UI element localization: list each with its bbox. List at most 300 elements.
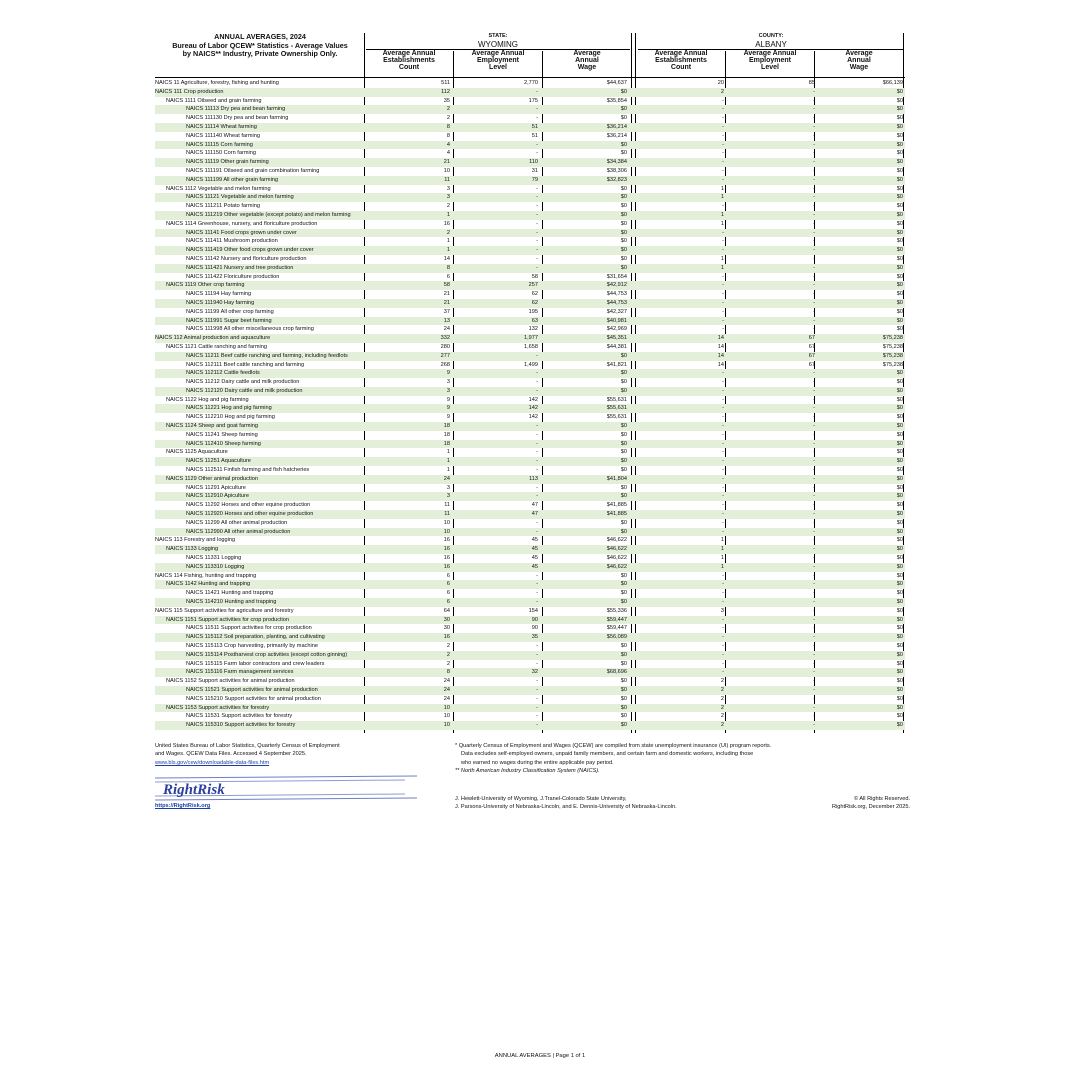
state-employment-cell: - (536, 185, 538, 192)
state-employment-cell: - (536, 704, 538, 711)
county-wage-cell: $0 (896, 590, 903, 597)
county-employment-cell: - (813, 176, 815, 183)
header-underline (155, 77, 905, 78)
state-establishments-cell: 1 (446, 238, 450, 245)
state-wage-cell: $0 (620, 203, 627, 210)
state-establishments-cell: 13 (443, 317, 450, 324)
state-wage-cell: $0 (620, 379, 627, 386)
table-row (155, 149, 905, 158)
county-employment-cell: - (813, 132, 815, 139)
state-establishments-cell: 24 (443, 678, 450, 685)
state-wage-cell: $46,622 (606, 537, 627, 544)
county-wage-cell: $0 (896, 722, 903, 729)
state-employment-cell: 257 (528, 282, 538, 289)
state-employment-cell: - (536, 88, 538, 95)
state-establishments-cell: 18 (443, 431, 450, 438)
state-wage-cell: $55,631 (606, 405, 627, 412)
state-establishments-cell: 16 (443, 634, 450, 641)
state-employment-cell: 110 (529, 159, 538, 166)
table-row (155, 642, 905, 651)
state-employment-cell: - (536, 150, 538, 157)
county-employment-cell: - (813, 546, 815, 553)
footnote-2: ** North American Industry Classification System (NAICS). (455, 768, 600, 775)
county-establishments-cell: 2 (720, 704, 724, 711)
industry-label: NAICS 115210 Support activities for animal production (186, 695, 321, 702)
county-employment-cell: - (813, 511, 815, 518)
state-wage-cell: $34,384 (606, 159, 627, 166)
table-row (155, 229, 905, 238)
source-link[interactable]: www.bls.gov/cew/downloadable-data-files.htm (155, 759, 270, 766)
state-establishments-cell: 24 (443, 695, 450, 702)
industry-label: NAICS 1121 Cattle ranching and farming (166, 343, 267, 350)
table-row (155, 660, 905, 669)
state-establishments-cell: 6 (446, 581, 450, 588)
state-wage-cell: $68,696 (606, 669, 627, 676)
state-employment-cell: 32 (531, 669, 538, 676)
county-employment-cell: - (813, 326, 815, 333)
table-row (155, 572, 905, 581)
state-wage-cell: $59,447 (606, 616, 627, 623)
industry-label: NAICS 11211 Beef cattle ranching and farming, including feedlots (186, 352, 348, 359)
county-establishments-cell: 14 (717, 343, 724, 350)
state-establishments-cell: 3 (446, 185, 450, 192)
county-establishments-cell: - (722, 511, 724, 518)
table-row (155, 343, 905, 352)
county-wage-cell: $0 (896, 194, 903, 201)
county-employment-cell: - (813, 616, 815, 623)
state-wage-cell: $0 (620, 581, 627, 588)
state-wage-cell: $0 (620, 678, 627, 685)
state-employment-cell: - (536, 581, 538, 588)
state-wage-cell: $0 (620, 440, 627, 447)
county-establishments-cell: - (722, 229, 724, 236)
rightrisk-link[interactable]: https://RightRisk.org (155, 803, 211, 809)
state-wage-cell: $0 (620, 651, 627, 658)
table-row (155, 97, 905, 106)
state-employment-cell: - (536, 599, 538, 606)
state-establishments-cell: 1 (446, 458, 450, 465)
state-establishments-cell: 14 (443, 255, 450, 262)
industry-label: NAICS 11194 Hay farming (186, 291, 252, 298)
state-establishments-cell: 3 (446, 194, 450, 201)
state-establishments-cell: 21 (443, 291, 450, 298)
state-establishments-cell: 10 (443, 722, 450, 729)
county-establishments-cell: 2 (720, 713, 724, 720)
county-wage-cell: $0 (896, 141, 903, 148)
industry-label: NAICS 1129 Other animal production (166, 475, 258, 482)
state-establishments-cell: 8 (446, 669, 450, 676)
table-row (155, 651, 905, 660)
table-row (155, 334, 905, 343)
county-employment-cell: - (813, 185, 815, 192)
state-establishments-cell: 2 (446, 115, 450, 122)
source-citation (155, 742, 385, 767)
county-wage-cell: $0 (896, 167, 903, 174)
state-wage-cell: $0 (620, 713, 627, 720)
industry-label: NAICS 11299 All other animal production (186, 519, 288, 526)
county-wage-cell: $0 (896, 660, 903, 667)
industry-label: NAICS 115115 Farm labor contractors and crew leaders (186, 660, 325, 667)
table-row (155, 519, 905, 528)
industry-label: NAICS 112210 Hog and pig farming (186, 414, 275, 421)
table-row (155, 475, 905, 484)
state-establishments-cell: 6 (446, 572, 450, 579)
county-employment-cell: - (813, 255, 815, 262)
county-establishments-cell: 2 (720, 722, 724, 729)
state-wage-cell: $0 (620, 88, 627, 95)
industry-label: NAICS 113 Forestry and logging (155, 537, 236, 544)
county-wage-cell: $0 (896, 150, 903, 157)
state-employment-cell: 45 (531, 537, 538, 544)
table-row (155, 404, 905, 413)
state-wage-cell: $36,214 (606, 132, 627, 139)
table-row (155, 396, 905, 405)
state-wage-cell: $55,631 (606, 396, 627, 403)
state-employment-cell: 47 (531, 502, 538, 509)
county-wage-cell: $0 (896, 255, 903, 262)
table-row (155, 695, 905, 704)
county-wage-cell: $0 (896, 159, 903, 166)
county-wage-cell: $0 (896, 484, 903, 491)
state-employment-cell: - (536, 467, 538, 474)
county-establishments-cell: - (722, 651, 724, 658)
state-establishments-cell: 2 (446, 229, 450, 236)
county-establishments-cell: - (722, 502, 724, 509)
state-establishments-cell: 16 (443, 563, 450, 570)
industry-label: NAICS 11121 Vegetable and melon farming (186, 194, 294, 201)
county-wage-cell: $0 (896, 185, 903, 192)
col-header-county-wage: Average Annual Wage (845, 50, 873, 71)
state-employment-cell: 2,770 (524, 80, 538, 86)
state-establishments-cell: 8 (446, 132, 450, 139)
county-establishments-cell: 3 (720, 607, 724, 614)
industry-label: NAICS 112111 Beef cattle ranching and farming (186, 361, 305, 368)
county-employment-cell: - (813, 317, 815, 324)
state-establishments-cell: 10 (443, 167, 450, 174)
state-employment-cell: - (536, 194, 538, 201)
title-line-2: Bureau of Labor QCEW* Statistics - Average Values (172, 40, 348, 50)
state-employment-cell: - (536, 722, 538, 729)
county-establishments-cell: - (722, 97, 724, 104)
industry-label: NAICS 11 Agriculture, forestry, fishing and hunting (155, 80, 279, 86)
county-establishments-cell: - (722, 387, 724, 394)
state-establishments-cell: 511 (441, 80, 450, 86)
table-row (155, 325, 905, 334)
county-establishments-cell: 20 (717, 80, 724, 86)
state-wage-cell: $41,885 (606, 511, 627, 518)
table-row (155, 352, 905, 361)
industry-label: NAICS 112920 Horses and other equine production (186, 511, 314, 518)
county-group-header (638, 33, 904, 50)
state-wage-cell: $42,969 (606, 326, 627, 333)
table-row (155, 624, 905, 633)
industry-label: NAICS 11531 Support activities for forestry (186, 713, 293, 720)
title-line-1: ANNUAL AVERAGES, 2024 (214, 32, 306, 41)
county-employment-cell: - (813, 695, 815, 702)
state-wage-cell: $44,637 (606, 80, 627, 86)
county-wage-cell: $0 (896, 537, 903, 544)
county-wage-cell: $0 (896, 686, 903, 693)
county-employment-cell: - (813, 502, 815, 509)
county-employment-cell: - (813, 273, 815, 280)
state-employment-cell: 51 (531, 123, 538, 130)
state-establishments-cell: 6 (446, 590, 450, 597)
state-employment-cell: - (536, 370, 538, 377)
county-establishments-cell: - (722, 423, 724, 430)
county-employment-cell: - (813, 634, 815, 641)
industry-label: NAICS 1119 Other crop farming (166, 282, 245, 289)
county-employment-cell: - (813, 599, 815, 606)
industry-label: NAICS 11511 Support activities for crop production (186, 625, 312, 632)
state-employment-cell: 79 (531, 176, 538, 183)
county-employment-cell: - (813, 722, 815, 729)
county-wage-cell: $0 (896, 317, 903, 324)
state-establishments-cell: 11 (444, 511, 450, 518)
state-establishments-cell: 24 (443, 686, 450, 693)
industry-label: NAICS 1151 Support activities for crop production (166, 616, 290, 623)
state-establishments-cell: 10 (443, 519, 450, 526)
state-establishments-cell: 112 (441, 88, 450, 95)
county-establishments-cell: - (722, 238, 724, 245)
state-employment-cell: - (536, 238, 538, 245)
county-establishments-cell: - (722, 616, 724, 623)
industry-label: NAICS 11119 Other grain farming (186, 159, 269, 166)
county-employment-cell: - (813, 106, 815, 113)
industry-label: NAICS 112511 Finfish farming and fish hatcheries (186, 467, 310, 474)
county-employment-cell: 67 (808, 343, 815, 350)
county-establishments-cell: - (722, 282, 724, 289)
industry-label: NAICS 112112 Cattle feedlots (186, 370, 260, 377)
county-employment-cell: 67 (808, 352, 815, 359)
county-employment-cell: - (813, 572, 815, 579)
county-employment-cell: - (813, 458, 815, 465)
county-establishments-cell: - (722, 203, 724, 210)
county-establishments-cell: - (722, 581, 724, 588)
copyright (760, 795, 910, 812)
state-employment-cell: - (536, 678, 538, 685)
table-row (155, 668, 905, 677)
county-wage-cell: $0 (896, 97, 903, 104)
county-wage-cell: $0 (896, 563, 903, 570)
state-establishments-cell: 16 (443, 220, 450, 227)
industry-label: NAICS 111419 Other food crops grown under cover (186, 247, 314, 254)
state-wage-cell: $44,381 (606, 343, 627, 350)
state-employment-cell: 154 (528, 607, 538, 614)
state-wage-cell: $40,981 (606, 317, 627, 324)
state-wage-cell: $0 (620, 493, 627, 500)
state-establishments-cell: 9 (446, 405, 450, 412)
state-establishments-cell: 9 (446, 370, 450, 377)
table-row (155, 387, 905, 396)
county-wage-cell: $0 (896, 546, 903, 553)
report-title (155, 33, 365, 59)
state-establishments-cell: 18 (443, 440, 450, 447)
table-row (155, 141, 905, 150)
table-row (155, 79, 905, 88)
county-employment-cell: - (813, 431, 815, 438)
state-establishments-cell: 2 (446, 651, 450, 658)
county-wage-cell: $0 (896, 299, 903, 306)
state-employment-cell: - (536, 255, 538, 262)
state-employment-cell: 142 (528, 396, 538, 403)
county-employment-cell: - (813, 581, 815, 588)
county-wage-cell: $0 (896, 229, 903, 236)
state-employment-cell: - (536, 423, 538, 430)
county-employment-cell: - (813, 282, 815, 289)
table-row (155, 554, 905, 563)
table-row (155, 220, 905, 229)
county-wage-cell: $0 (896, 704, 903, 711)
state-employment-cell: - (536, 106, 538, 113)
state-wage-cell: $0 (620, 590, 627, 597)
county-wage-cell: $0 (896, 264, 903, 271)
county-employment-cell: - (813, 141, 815, 148)
county-establishments-cell: - (722, 528, 724, 535)
county-wage-cell: $0 (896, 115, 903, 122)
county-wage-cell: $0 (896, 695, 903, 702)
county-employment-cell: - (813, 678, 815, 685)
county-employment-cell: - (813, 379, 815, 386)
state-wage-cell: $0 (620, 387, 627, 394)
county-employment-cell: - (813, 440, 815, 447)
county-employment-cell: - (813, 370, 815, 377)
table-row (155, 123, 905, 132)
county-employment-cell: - (813, 669, 815, 676)
industry-label: NAICS 11331 Logging (186, 555, 242, 562)
table-row (155, 466, 905, 475)
industry-label: NAICS 112990 All other animal production (186, 528, 291, 535)
county-wage-cell: $0 (896, 625, 903, 632)
state-employment-cell: - (536, 264, 538, 271)
county-employment-cell: - (813, 387, 815, 394)
county-employment-cell: - (813, 247, 815, 254)
state-wage-cell: $0 (620, 458, 627, 465)
county-establishments-cell: - (722, 291, 724, 298)
state-employment-cell: - (536, 484, 538, 491)
county-establishments-cell: - (722, 370, 724, 377)
table-row (155, 712, 905, 721)
state-wage-cell: $36,214 (606, 123, 627, 130)
state-establishments-cell: 8 (446, 264, 450, 271)
state-establishments-cell: 2 (446, 203, 450, 210)
state-establishments-cell: 4 (446, 141, 450, 148)
county-establishments-cell: 1 (720, 264, 724, 271)
county-establishments-cell: 2 (720, 678, 724, 685)
state-wage-cell: $0 (620, 352, 627, 359)
state-wage-cell: $41,821 (606, 361, 627, 368)
county-employment-cell: - (813, 150, 815, 157)
table-row (155, 132, 905, 141)
county-establishments-cell: - (722, 643, 724, 649)
county-employment-cell: - (813, 484, 815, 491)
industry-label: NAICS 11421 Hunting and trapping (186, 590, 274, 597)
industry-label: NAICS 1153 Support activities for forestry (166, 704, 270, 711)
author-credits (455, 795, 775, 812)
industry-label: NAICS 11199 All other crop farming (186, 308, 274, 315)
county-wage-cell: $0 (896, 431, 903, 438)
table-row (155, 290, 905, 299)
state-employment-cell: - (536, 115, 538, 122)
industry-label: NAICS 111211 Potato farming (186, 203, 261, 210)
state-establishments-cell: 332 (440, 335, 450, 342)
county-wage-cell: $0 (896, 247, 903, 254)
county-wage-cell: $0 (896, 211, 903, 218)
industry-label: NAICS 111411 Mushroom production (186, 238, 278, 245)
county-employment-cell: - (813, 211, 815, 218)
table-row (155, 167, 905, 176)
state-wage-cell: $0 (620, 141, 627, 148)
state-wage-cell: $0 (620, 572, 627, 579)
footnotes (455, 742, 815, 776)
table-row (155, 492, 905, 501)
county-establishments-cell: - (722, 590, 724, 597)
county-wage-cell: $0 (896, 132, 903, 139)
state-establishments-cell: 35 (443, 97, 450, 104)
county-employment-cell: 67 (808, 335, 815, 342)
county-employment-cell: - (813, 115, 815, 122)
county-establishments-cell: 1 (720, 220, 724, 227)
table-row (155, 308, 905, 317)
state-establishments-cell: 16 (443, 546, 450, 553)
industry-label: NAICS 111998 All other miscellaneous crop farming (186, 326, 314, 333)
footnote-1-cont: Data excludes self-employed owners, unpaid family members, and certain farm and domestic workers, including those (461, 751, 754, 758)
table-row (155, 88, 905, 97)
industry-label: NAICS 1133 Logging (166, 546, 219, 553)
state-wage-cell: $0 (620, 106, 627, 113)
table-row (155, 704, 905, 713)
county-employment-cell: - (813, 537, 815, 544)
county-employment-cell: - (813, 414, 815, 421)
state-establishments-cell: 30 (443, 625, 450, 632)
state-employment-cell: 142 (528, 405, 538, 412)
state-establishments-cell: 268 (440, 361, 450, 368)
county-establishments-cell: - (722, 625, 724, 632)
table-row (155, 686, 905, 695)
industry-label: NAICS 113310 Logging (186, 563, 245, 570)
state-wage-cell: $0 (620, 264, 627, 271)
state-employment-cell: - (536, 493, 538, 500)
state-wage-cell: $42,912 (606, 282, 627, 289)
table-row (155, 202, 905, 211)
industry-label: NAICS 111191 Oilseed and grain combination farming (186, 167, 320, 174)
state-establishments-cell: 9 (446, 414, 450, 421)
table-row (155, 246, 905, 255)
state-employment-cell: 1,499 (524, 361, 538, 368)
county-establishments-cell: - (722, 634, 724, 641)
state-employment-cell: - (536, 643, 538, 649)
state-wage-cell: $0 (620, 211, 627, 218)
state-employment-cell: 90 (531, 625, 538, 632)
state-wage-cell: $0 (620, 643, 627, 649)
county-establishments-cell: 1 (720, 546, 724, 553)
county-establishments-cell: - (722, 159, 724, 166)
county-employment-cell: - (813, 88, 815, 95)
state-wage-cell: $0 (620, 704, 627, 711)
state-employment-cell: 63 (531, 317, 538, 324)
county-employment-cell: - (813, 299, 815, 306)
copyright-line-2: RightRisk.org, December 2025. (831, 804, 910, 811)
col-header-state-wage: Average Annual Wage (573, 50, 601, 71)
county-wage-cell: $0 (896, 467, 903, 474)
county-wage-cell: $75,238 (882, 335, 903, 342)
county-establishments-cell: - (722, 273, 724, 280)
county-employment-cell: - (813, 555, 815, 562)
state-employment-cell: - (536, 352, 538, 359)
table-row (155, 422, 905, 431)
county-establishments-cell: 1 (720, 255, 724, 262)
table-row (155, 563, 905, 572)
state-establishments-cell: 30 (443, 616, 450, 623)
